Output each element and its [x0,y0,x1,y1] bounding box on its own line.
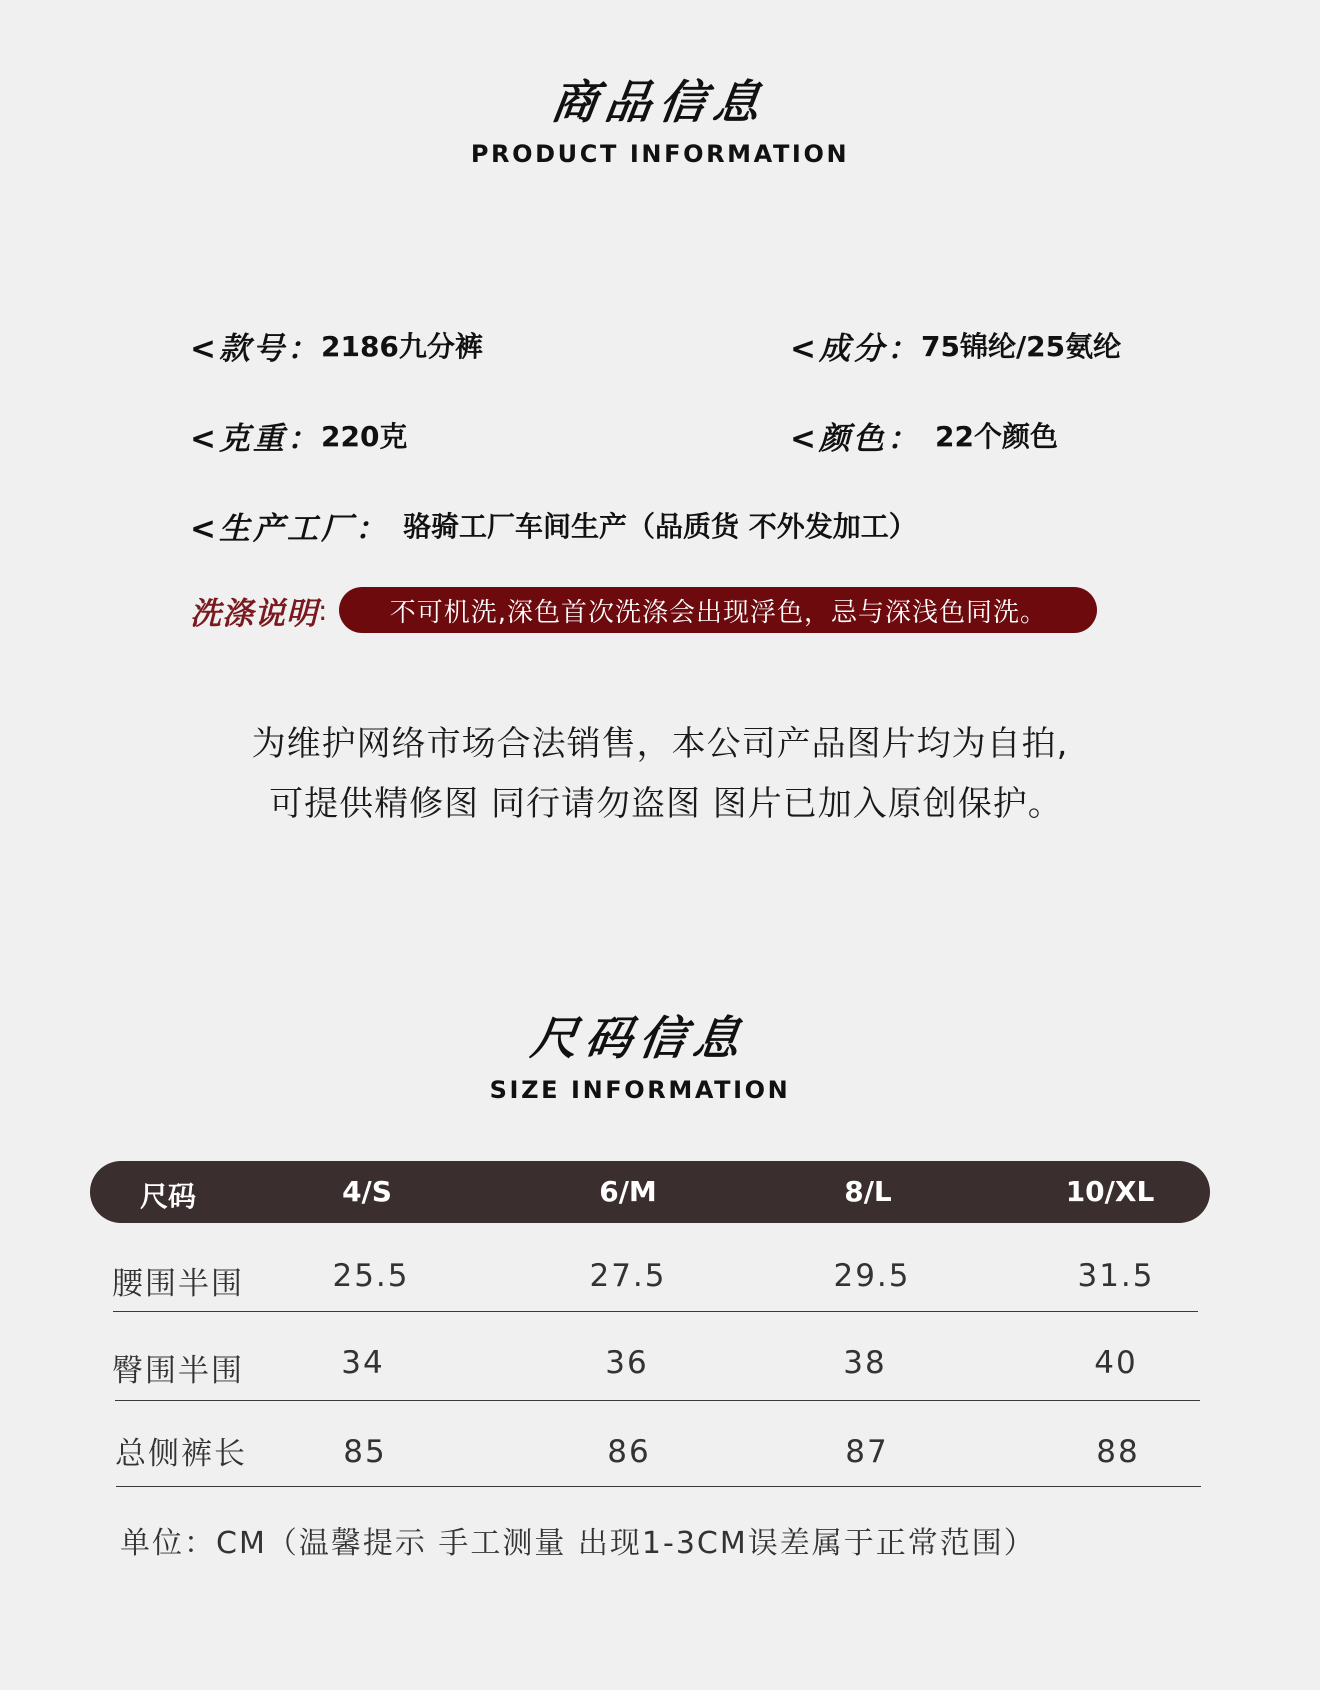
wash-colon: : [318,593,328,627]
cell-value: 31.5 [1077,1258,1155,1294]
cell-value: 87 [845,1434,889,1470]
field-value: 2186九分裤 [320,330,483,363]
header-6m: 6/M [599,1175,657,1208]
wash-text-pill [339,587,1097,633]
cell-value: 88 [1096,1434,1140,1470]
field-value: 骆骑工厂车间生产（品质货 不外发加工） [402,510,917,543]
cell-value: 34 [341,1345,385,1381]
cell-value: 27.5 [589,1258,667,1294]
header-10xl: 10/XL [1065,1175,1155,1208]
product-info-title [0,66,1320,168]
field-factory [190,505,917,545]
field-value: 22个颜色 [934,420,1058,453]
header-8l: 8/L [844,1175,892,1208]
field-value: 75锦纶/25氨纶 [920,330,1122,363]
field-composition [790,325,1121,365]
cell-value: 38 [843,1345,887,1381]
row-divider [113,1311,1198,1312]
size-info-title [0,1002,1300,1104]
row-divider [116,1486,1201,1487]
field-label: <生产工厂： [190,510,389,547]
header-size: 尺码 [139,1180,197,1213]
wash-instructions [190,586,1097,634]
row-label: 腰围半围 [112,1266,244,1302]
field-weight [190,415,407,455]
row-divider [115,1400,1200,1401]
cell-value: 85 [343,1434,387,1470]
field-style-number [190,325,483,365]
notice-line-2: 可提供精修图 同行请勿盗图 图片已加入原创保护。 [269,784,1063,824]
field-color [790,415,1058,455]
cell-value: 40 [1094,1345,1138,1381]
size-table-header [90,1161,1210,1223]
row-label: 臀围半围 [112,1353,244,1389]
size-info-title-en: SIZE INFORMATION [489,1076,791,1104]
cell-value: 86 [607,1434,651,1470]
cell-value: 36 [605,1345,649,1381]
field-label: <颜色： [790,420,921,457]
table-row-hip [0,1345,1320,1389]
header-4s: 4/S [342,1175,392,1208]
table-row-waist [0,1258,1320,1302]
product-info-title-cn: 商品信息 [547,75,772,129]
table-row-length [0,1430,1320,1470]
field-value: 220克 [320,420,408,453]
field-label: <成分： [790,330,921,367]
product-info-title-en: PRODUCT INFORMATION [470,140,850,168]
wash-label: 洗涤说明 [190,595,318,632]
row-label: 总侧裤长 [115,1436,247,1472]
cell-value: 29.5 [833,1258,911,1294]
size-info-title-cn: 尺码信息 [527,1011,752,1065]
unit-note: 单位：CM（温馨提示 手工测量 出现1-3CM误差属于正常范围） [120,1526,1036,1561]
wash-text: 不可机洗,深色首次洗涤会出现浮色，忌与深浅色同洗。 [389,597,1048,628]
field-label: <款号： [190,330,321,367]
cell-value: 25.5 [332,1258,410,1294]
field-label: <克重： [190,420,321,457]
notice-line-1: 为维护网络市场合法销售，本公司产品图片均为自拍, [251,724,1069,764]
